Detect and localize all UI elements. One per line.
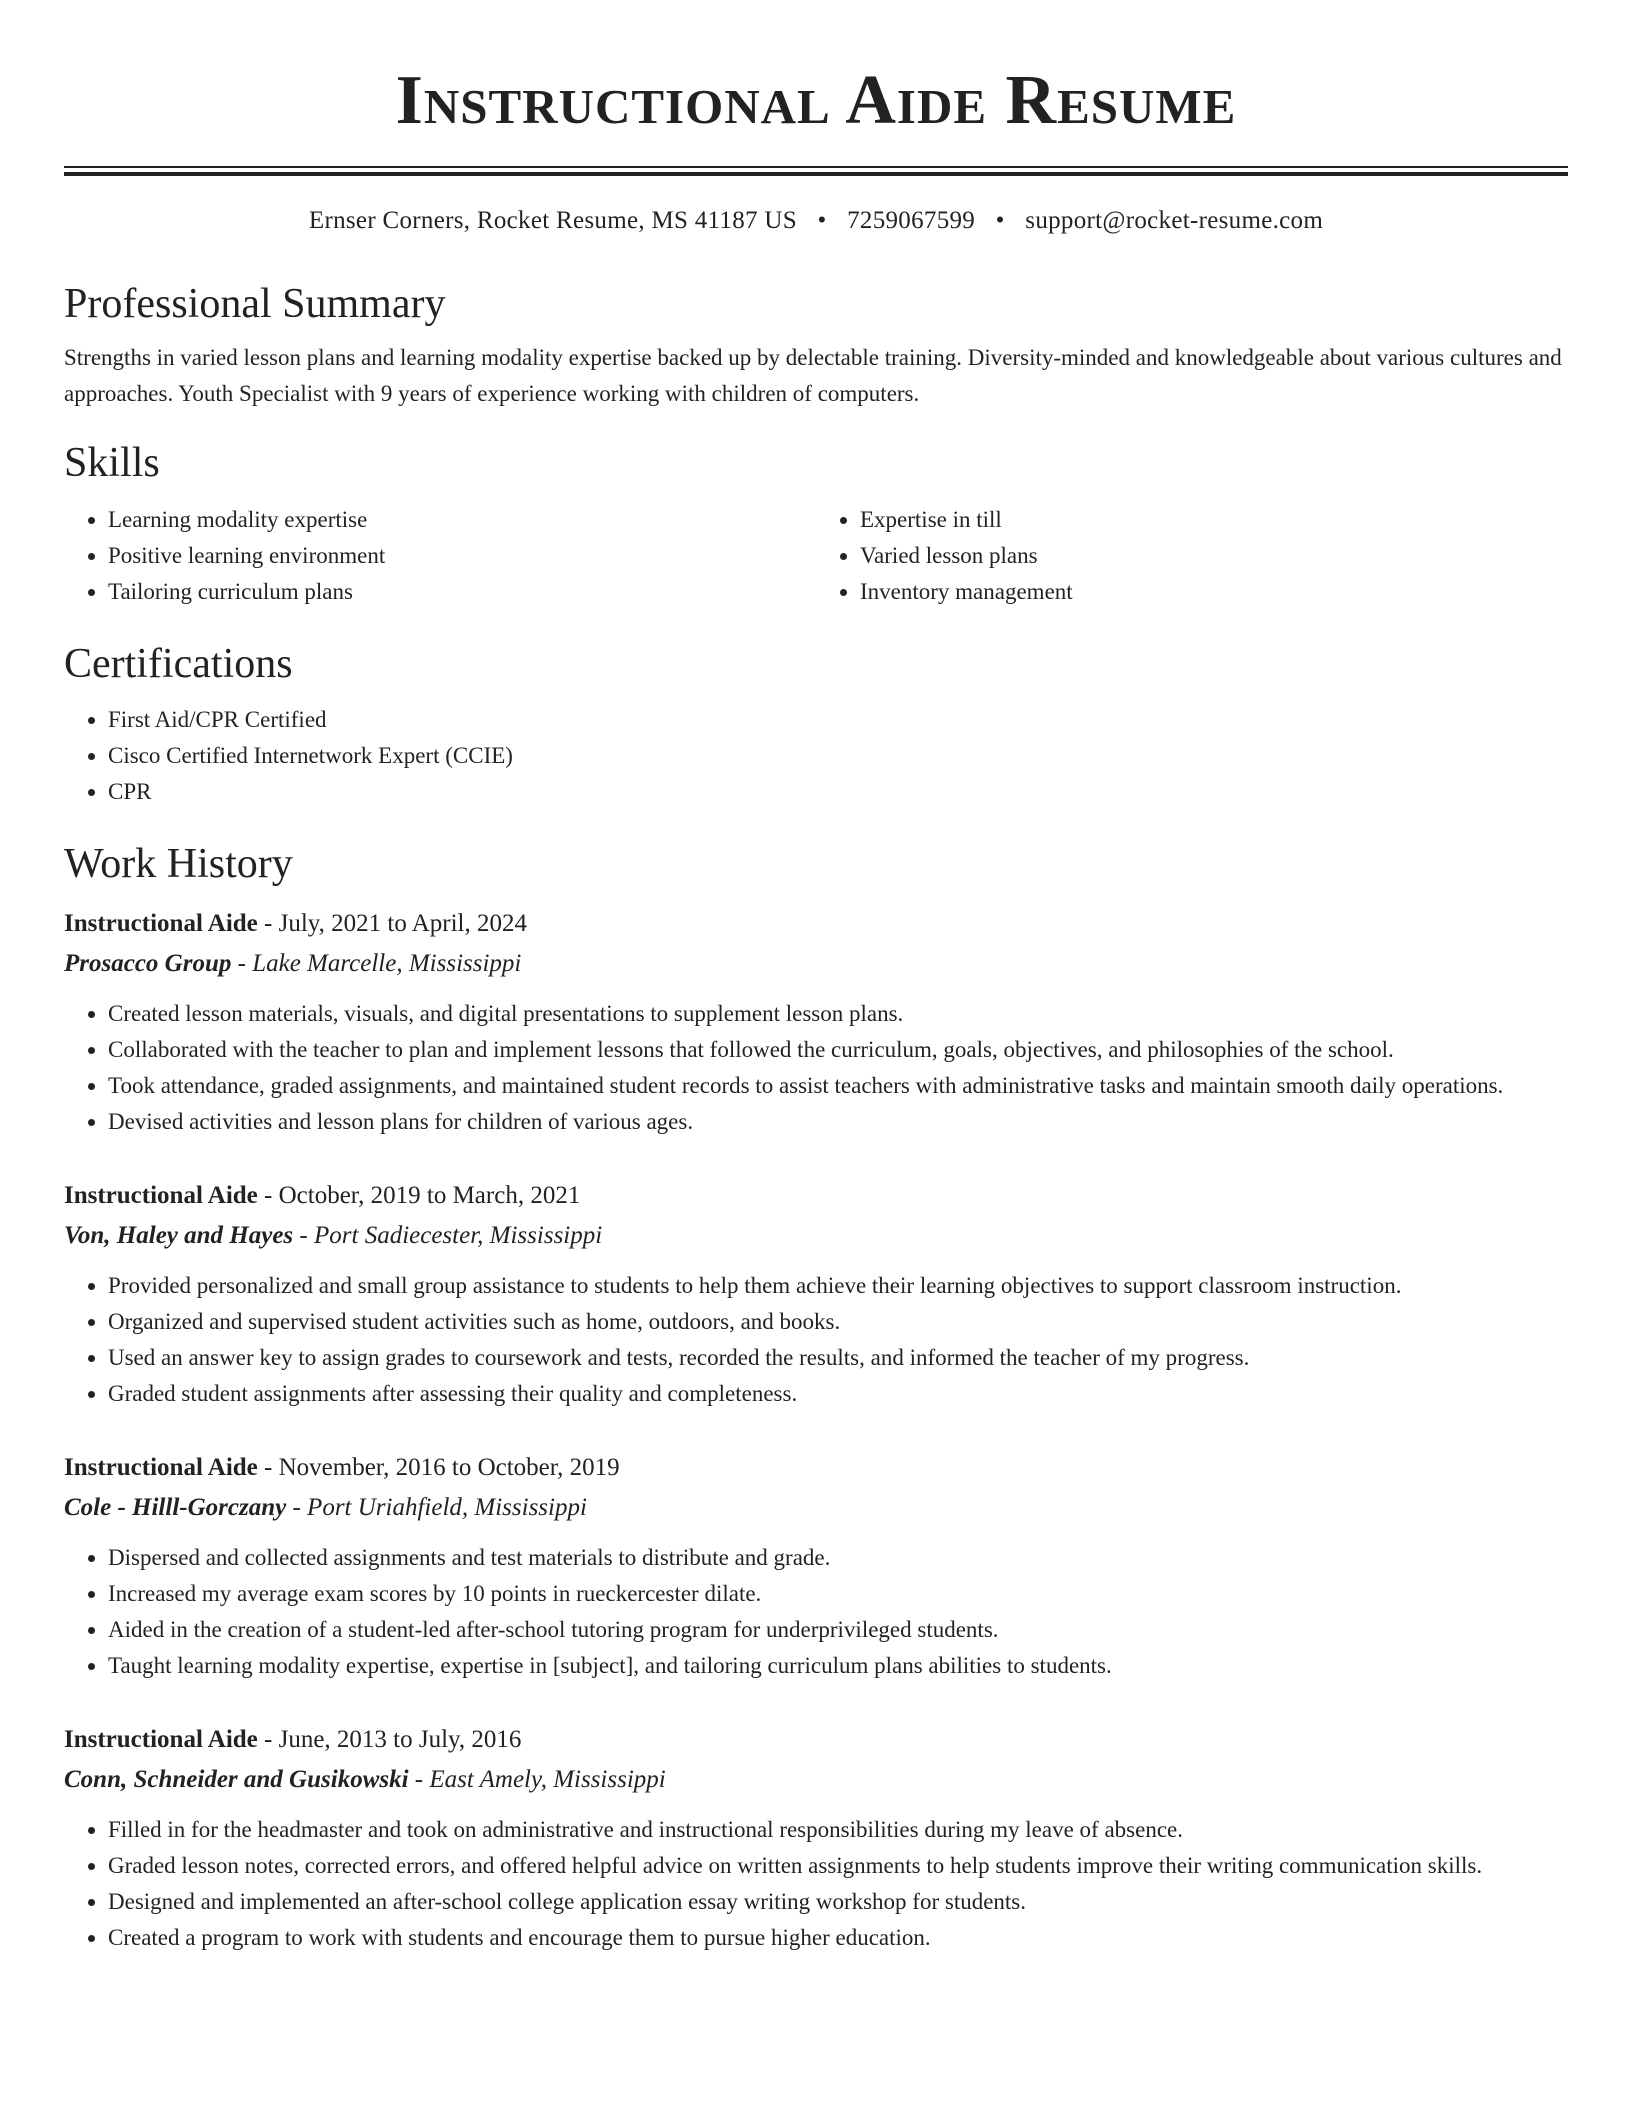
job-duty-item: • Organized and supervised student activities such as home, outdoors, and books. — [108, 1304, 1568, 1340]
job-location: East Amely, Mississippi — [429, 1766, 666, 1793]
job-duty-item: • Graded student assignments after assessing their quality and completeness. — [108, 1376, 1568, 1412]
job-duty-item: • Designed and implemented an after-school college application essay writing workshop for students. — [108, 1884, 1568, 1920]
job-company: Conn, Schneider and Gusikowski — [64, 1766, 409, 1793]
job-entry — [64, 904, 1568, 1140]
skills-heading: Skills — [64, 440, 160, 486]
job-duty-item: • Created lesson materials, visuals, and digital presentations to supplement lesson plans. — [108, 996, 1568, 1032]
dash: - — [257, 1726, 279, 1753]
job-company-line — [64, 1760, 1568, 1800]
job-title-line — [64, 1176, 1568, 1216]
job-role: Instructional Aide — [64, 1182, 258, 1209]
work-history-heading: Work History — [64, 841, 293, 887]
job-location: Port Uriahfield, Mississippi — [307, 1494, 587, 1521]
job-duties — [64, 996, 1568, 1140]
contact-address: Ernser Corners, Rocket Resume, MS 41187 US — [308, 207, 797, 234]
job-role: Instructional Aide — [64, 1454, 258, 1481]
skill-item: • Inventory management — [860, 574, 1568, 610]
skills-column-right — [816, 502, 1568, 610]
summary-text: Strengths in varied lesson plans and learning modality expertise backed up by delectable training. Diversity-minded and knowledgeable about various cultures and approaches. Youth Specialist with 9 years of experience working with children of computers. — [64, 345, 1562, 406]
contact-phone: 7259067599 — [847, 207, 976, 234]
job-company-line — [64, 944, 1568, 984]
job-location: Port Sadiecester, Mississippi — [314, 1222, 603, 1249]
dash: - — [408, 1766, 430, 1793]
job-company: Von, Haley and Hayes — [64, 1222, 294, 1249]
job-duty-item: • Dispersed and collected assignments and test materials to distribute and grade. — [108, 1540, 1568, 1576]
dash: - — [257, 1454, 279, 1481]
job-company: Prosacco Group — [64, 950, 232, 977]
job-duty-item: • Took attendance, graded assignments, and maintained student records to assist teachers with administrative tasks and maintain smooth daily operations. — [108, 1068, 1568, 1104]
certification-item: • CPR — [108, 774, 1568, 810]
skill-item: • Positive learning environment — [108, 538, 816, 574]
job-duty-item: • Collaborated with the teacher to plan and implement lessons that followed the curriculum, goals, objectives, and philosophies of the school. — [108, 1032, 1568, 1068]
certifications-list — [64, 702, 1568, 810]
job-duties — [64, 1268, 1568, 1412]
contact-separator: • — [817, 207, 827, 234]
job-dates: July, 2021 to April, 2024 — [278, 910, 527, 937]
certifications-heading: Certifications — [64, 641, 293, 687]
skills-column-left — [64, 502, 816, 610]
job-duty-item: • Created a program to work with students and encourage them to pursue higher education. — [108, 1920, 1568, 1956]
dash: - — [293, 1222, 314, 1249]
job-company: Cole - Hilll-Gorczany — [64, 1494, 287, 1521]
job-duty-item: • Devised activities and lesson plans for children of various ages. — [108, 1104, 1568, 1140]
job-dates: November, 2016 to October, 2019 — [278, 1454, 620, 1481]
skill-item: • Expertise in till — [860, 502, 1568, 538]
contact-email: support@rocket-resume.com — [1025, 207, 1324, 234]
job-duty-item: • Provided personalized and small group assistance to students to help them achieve their learning objectives to support classroom instruction. — [108, 1268, 1568, 1304]
skill-item: • Tailoring curriculum plans — [108, 574, 816, 610]
dash: - — [286, 1494, 308, 1521]
dash: - — [231, 950, 253, 977]
job-duty-item: • Increased my average exam scores by 10 points in rueckercester dilate. — [108, 1576, 1568, 1612]
job-duty-item: • Graded lesson notes, corrected errors, and offered helpful advice on written assignments to help students improve their writing communication skills. — [108, 1848, 1568, 1884]
job-duties — [64, 1540, 1568, 1684]
summary-heading: Professional Summary — [64, 281, 446, 327]
job-entry — [64, 1176, 1568, 1412]
skill-item: • Varied lesson plans — [860, 538, 1568, 574]
job-entry — [64, 1720, 1568, 1956]
dash: - — [257, 1182, 279, 1209]
certification-item: • Cisco Certified Internetwork Expert (CCIE) — [108, 738, 1568, 774]
resume-title: Instructional Aide Resume — [395, 62, 1237, 139]
job-title-line — [64, 1720, 1568, 1760]
job-role: Instructional Aide — [64, 1726, 258, 1753]
job-duty-item: • Filled in for the headmaster and took on administrative and instructional responsibilities during my leave of absence. — [108, 1812, 1568, 1848]
contact-separator: • — [995, 207, 1005, 234]
job-dates: June, 2013 to July, 2016 — [278, 1726, 522, 1753]
job-duty-item: • Used an answer key to assign grades to coursework and tests, recorded the results, and informed the teacher of my progress. — [108, 1340, 1568, 1376]
job-duty-item: • Taught learning modality expertise, expertise in [subject], and tailoring curriculum plans abilities to students. — [108, 1648, 1568, 1684]
job-company-line — [64, 1216, 1568, 1256]
job-title-line — [64, 904, 1568, 944]
certification-item: • First Aid/CPR Certified — [108, 702, 1568, 738]
skill-item: • Learning modality expertise — [108, 502, 816, 538]
job-duties — [64, 1812, 1568, 1956]
job-company-line — [64, 1488, 1568, 1528]
contact-info — [64, 204, 1568, 238]
title-divider — [64, 166, 1568, 176]
job-role: Instructional Aide — [64, 910, 258, 937]
dash: - — [257, 910, 279, 937]
job-dates: October, 2019 to March, 2021 — [278, 1182, 581, 1209]
job-location: Lake Marcelle, Mississippi — [252, 950, 522, 977]
job-duty-item: • Aided in the creation of a student-led after-school tutoring program for underprivileged students. — [108, 1612, 1568, 1648]
job-title-line — [64, 1448, 1568, 1488]
skills-list — [64, 502, 1568, 610]
job-entry — [64, 1448, 1568, 1684]
